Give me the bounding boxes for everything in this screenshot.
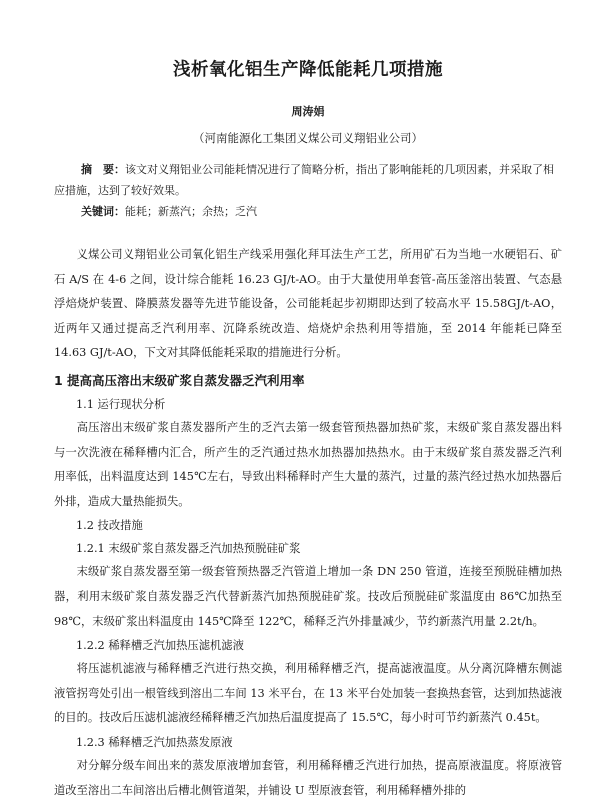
abstract-text: 该文对义翔铝业公司能耗情况进行了简略分析，指出了影响能耗的几项因素，并采取了相应措施，达到了较好效果。 <box>54 163 554 197</box>
section-1-1-paragraph: 高压溶出末级矿浆自蒸发器所产生的乏汽去第一级套管预热器加热矿浆，末级矿浆自蒸发器出料与一次洗液在稀释槽内汇合，所产生的乏汽通过热水加热器加热热水。由于末级矿浆自蒸发器乏汽利用率低，出料温度达到 145℃左右，导致出料稀释时产生大量的蒸汽，过量的蒸汽经过热水加热器后外排，造成大量热能损失。 <box>54 420 562 508</box>
author-affiliation: （河南能源化工集团义煤公司义翔铝业公司） <box>193 131 423 145</box>
section-1-2-3-heading: 1.2.3 稀释槽乏汽加热蒸发原液 <box>76 735 233 749</box>
section-1-2-3-paragraph: 对分解分级车间出来的蒸发原液增加套管，利用稀释槽乏汽进行加热，提高原液温度。将原液管道改至溶出二车间溶出后槽北侧管道架，并铺设 U 型原液套管，利用稀释槽外排的 <box>54 758 562 797</box>
abstract-label: 摘 要： <box>81 163 125 176</box>
section-1-2-1-paragraph: 末级矿浆自蒸发器至第一级套管预热器乏汽管道上增加一条 DN 250 管道，连接至预脱硅槽加热器，利用末级矿浆自蒸发器乏汽代替新蒸汽加热预脱硅矿浆。技改后预脱硅矿浆温度由 86℃加热至 98℃，末级矿浆出料温度由 145℃降至 122℃，稀释乏汽外排量减少，节约新蒸汽用量 2.2t/h。 <box>54 565 562 628</box>
keywords <box>54 201 562 222</box>
abstract <box>54 159 562 201</box>
author-name: 周涛娟 <box>291 105 325 118</box>
section-1-heading: 1 提高高压溶出末级矿浆自蒸发器乏汽利用率 <box>54 372 305 388</box>
section-1-2-heading: 1.2 技改措施 <box>76 519 143 533</box>
intro-paragraph: 义煤公司义翔铝业公司氧化铝生产线采用强化拜耳法生产工艺，所用矿石为当地一水硬铝石、矿石 A/S 在 4-6 之间，设计综合能耗 16.23 GJ/t-AO。由于大量使用单套管-高压釜溶出装置、气态悬浮焙烧炉装置、降膜蒸发器等先进节能设备，公司能耗起步初期即达到了较高水平 15.58GJ/t-AO，近两年又通过提高乏汽利用率、沉降系统改造、焙烧炉余热利用等措施，至 2014 年能耗已降至 14.63 GJ/t-AO，下文对其降低能耗采取的措施进行分析。 <box>54 248 562 360</box>
keywords-label: 关键词： <box>81 205 125 218</box>
paper-title: 浅析氧化铝生产降低能耗几项措施 <box>173 60 443 80</box>
section-1-2-2-heading: 1.2.2 稀释槽乏汽加热压滤机滤液 <box>76 639 244 653</box>
section-1-2-2-paragraph: 将压滤机滤液与稀释槽乏汽进行热交换，利用稀释槽乏汽，提高滤液温度。从分离沉降槽东侧滤液管拐弯处引出一根管线到溶出二车间 13 米平台，在 13 米平台处加装一套换热套管，达到加热滤液的目的。技改后压滤机滤液经稀释槽乏汽加热后温度提高了 15.5℃，每小时可节约新蒸汽 0.45t。 <box>54 662 562 725</box>
keywords-text: 能耗；新蒸汽；余热；乏汽 <box>125 205 257 218</box>
section-1-1-heading: 1.1 运行现状分析 <box>76 397 166 411</box>
section-1-2-1-heading: 1.2.1 末级矿浆自蒸发器乏汽加热预脱硅矿浆 <box>76 542 301 556</box>
